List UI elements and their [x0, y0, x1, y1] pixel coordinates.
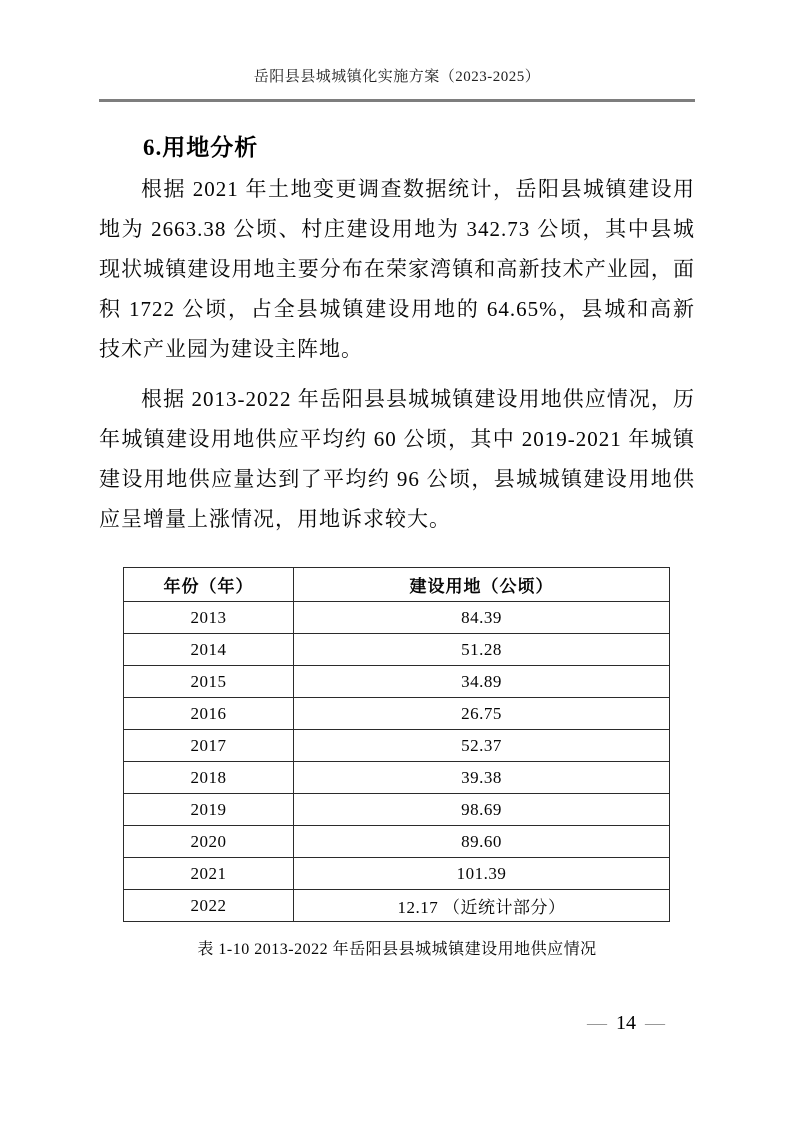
year-cell: 2014 — [124, 634, 294, 666]
year-cell: 2018 — [124, 762, 294, 794]
section-heading: 6.用地分析 — [143, 135, 259, 160]
table-row — [124, 826, 670, 858]
table-row — [124, 858, 670, 890]
table-row — [124, 698, 670, 730]
value-cell: 101.39 — [294, 858, 670, 890]
year-cell: 2021 — [124, 858, 294, 890]
table-row — [124, 634, 670, 666]
year-cell: 2019 — [124, 794, 294, 826]
value-cell: 84.39 — [294, 602, 670, 634]
header-rule — [99, 99, 695, 102]
value-cell: 26.75 — [294, 698, 670, 730]
footer-dash-left: — — [587, 1012, 607, 1034]
value-cell: 34.89 — [294, 666, 670, 698]
main-content — [99, 133, 695, 959]
page-footer — [578, 1012, 674, 1035]
footer-dash-right: — — [645, 1012, 665, 1034]
land-supply-table — [123, 567, 670, 922]
table-header-year: 年份（年） — [124, 568, 294, 602]
value-cell: 39.38 — [294, 762, 670, 794]
page-number: 14 — [616, 1012, 636, 1034]
value-cell: 51.28 — [294, 634, 670, 666]
page-header — [0, 0, 794, 102]
header-title: 岳阳县县城城镇化实施方案（2023-2025） — [253, 69, 541, 85]
value-cell: 98.69 — [294, 794, 670, 826]
table-header-land: 建设用地（公顷） — [294, 568, 670, 602]
table-row — [124, 730, 670, 762]
table-row — [124, 794, 670, 826]
table-row — [124, 602, 670, 634]
table-row — [124, 890, 670, 922]
paragraph-land-supply: 根据 2013-2022 年岳阳县县城城镇建设用地供应情况，历年城镇建设用地供应平均约 60 公顷，其中 2019-2021 年城镇建设用地供应量达到了平均约 96 公顷，县城城镇建设用地供应呈增量上涨情况，用地诉求较大。 — [99, 387, 695, 531]
paragraph-land-status: 根据 2021 年土地变更调查数据统计，岳阳县城镇建设用地为 2663.38 公顷、村庄建设用地为 342.73 公顷，其中县城现状城镇建设用地主要分布在荣家湾镇和高新技术产业园，面积 1722 公顷，占全县城镇建设用地的 64.65%，县城和高新技术产业园为建设主阵地。 — [99, 177, 695, 361]
year-cell: 2020 — [124, 826, 294, 858]
table-row — [124, 666, 670, 698]
value-cell: 52.37 — [294, 730, 670, 762]
table-caption: 表 1-10 2013-2022 年岳阳县县城城镇建设用地供应情况 — [197, 941, 597, 958]
year-cell: 2015 — [124, 666, 294, 698]
year-cell: 2022 — [124, 890, 294, 922]
year-cell: 2017 — [124, 730, 294, 762]
value-cell: 12.17 （近统计部分） — [294, 890, 670, 922]
year-cell: 2016 — [124, 698, 294, 730]
table-header-row — [124, 568, 670, 602]
table-row — [124, 762, 670, 794]
year-cell: 2013 — [124, 602, 294, 634]
value-cell: 89.60 — [294, 826, 670, 858]
